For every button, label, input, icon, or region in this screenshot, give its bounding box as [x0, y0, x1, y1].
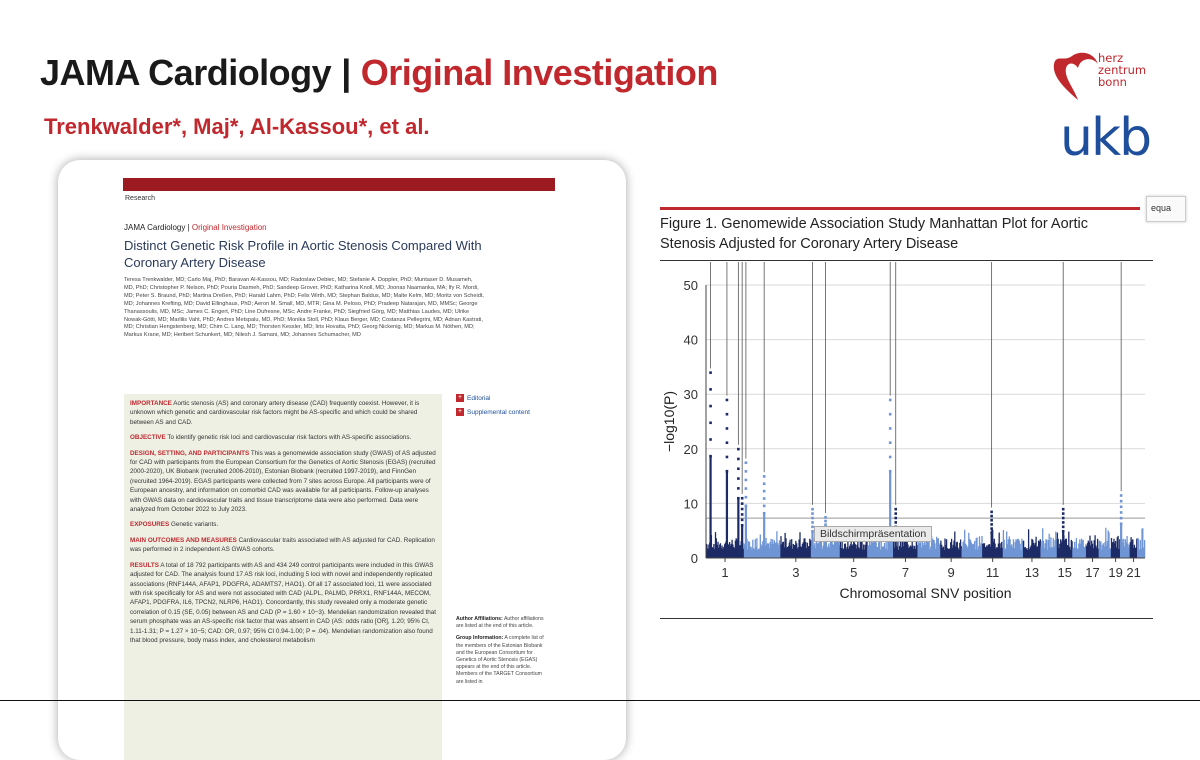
plus-icon: +: [457, 408, 463, 416]
peak-point: [741, 502, 744, 505]
peak-point: [1120, 500, 1123, 503]
sidebar-text: Author affiliations are listed at the end of this article.: [456, 616, 544, 630]
slide-bottom-border: [0, 700, 1200, 701]
x-tick-label: 5: [850, 565, 858, 580]
figure-top-rule: [660, 207, 1140, 210]
x-tick-label: 21: [1126, 565, 1141, 580]
y-tick-label: 50: [683, 278, 698, 293]
sidebar-heading: Group Information:: [456, 635, 504, 642]
peak-point: [1120, 506, 1123, 509]
peak-point: [726, 456, 729, 459]
paper-label: Research: [125, 195, 155, 202]
abstract-heading: IMPORTANCE: [130, 400, 172, 407]
peak-point: [709, 421, 712, 424]
y-axis-label: −log10(P): [661, 390, 677, 453]
peak-point: [1062, 526, 1065, 529]
peak-point: [894, 521, 897, 524]
logo-line-2: zentrum: [1098, 63, 1147, 77]
peak-point: [1062, 530, 1065, 533]
peak-point: [889, 441, 892, 444]
chromosome-band: [1057, 531, 1072, 559]
peak-point: [745, 487, 748, 490]
chromosome-band: [962, 530, 982, 558]
peak-point: [745, 479, 748, 482]
peak-point: [726, 470, 729, 473]
peak-point: [824, 520, 827, 523]
sidebar-affiliations: [456, 616, 546, 630]
peak-point: [745, 470, 748, 473]
caption-rule: [660, 260, 1153, 261]
logo-text: [1098, 52, 1146, 88]
chromosome-band: [1024, 529, 1041, 558]
peak-point: [1120, 511, 1123, 514]
logo-line-1: herz: [1098, 51, 1124, 65]
peak-point: [990, 531, 993, 534]
paper-preview: [58, 160, 626, 760]
chromosome-band: [1003, 530, 1022, 558]
peak-point: [726, 441, 729, 444]
chromosome-band: [1138, 528, 1145, 558]
peak-point: [763, 512, 766, 515]
peak-point: [990, 523, 993, 526]
ukb-wordmark: ukb: [1060, 108, 1151, 168]
peak-point: [894, 508, 897, 511]
paper-authors: Teresa Trenkwalder, MD; Carlo Maj, PhD; Baravan Al-Kassou, MD; Radoslaw Debiec, MD; Stefanie A. Doppler, PhD; Muntaser D. Musameh, MD, PhD; Christopher P. Nelson, PhD; Pouria Dasmeh, PhD; Sandeep Grover, PhD; Katharina Knoll, MD; Joonas Naamanka, MA; Ify R. Mordi, MD; Peter S. Braund, PhD; Martina Dreßen, PhD; Harald Lahm, PhD; Felix Wirth, MD; Stephan Baldus, MD; Malte Kelm, MD; Moritz von Scheidt, MD; Johannes Krefting, MD; David Ellinghaus, PhD; Aeron M. Small, MD, MTR; Gina M. Peloso, PhD; Pradeep Natarajan, MD, MMSc; George Thanassoulis, MD, MSc; James C. Engert, PhD; Line Dufresne, MSc; Andre Franke, PhD; Siegfried Görg, MD; Matthias Laudes, MD; Ulrike Nowak-Götti, MD; Marlilis Vaht, PhD; Andres Metspalu, MD, PhD; Monika Stoll, PhD; Klaus Berger, MD; Costanza Pellegrini, MD; Adnan Kastrati, MD; Christian Hengstenberg, MD; Chim C. Lang, MD; Thorsten Kessler, MD; Iiris Hovatta, PhD; Georg Nickenig, MD; Markus M. Nöthen, MD; Markus Krane, MD; Heribert Schunkert, MD; Nilesh J. Samani, MD; Johannes Schumacher, MD: [124, 277, 484, 339]
sidebar-heading: Author Affiliations:: [456, 616, 503, 622]
title-separator: |: [341, 52, 351, 93]
abstract-exposures: [130, 520, 436, 529]
chromosome-band: [1073, 538, 1086, 558]
peak-point: [709, 438, 712, 441]
chromosome-band: [1087, 535, 1099, 558]
peak-point: [741, 524, 744, 527]
peak-point: [763, 497, 766, 500]
peak-point: [745, 461, 748, 464]
abstract-design: [130, 449, 436, 515]
x-tick-label: 17: [1085, 565, 1100, 580]
peak-point: [1062, 521, 1065, 524]
peak-point: [889, 427, 892, 430]
x-tick-label: 19: [1108, 565, 1123, 580]
peak-point: [1062, 512, 1065, 515]
paper-section: Original Investigation: [191, 223, 267, 232]
peak-point: [709, 405, 712, 408]
journal-name: JAMA Cardiology: [40, 52, 332, 93]
supplemental-link[interactable]: [456, 406, 530, 420]
peak-point: [745, 504, 748, 507]
peak-point: [763, 482, 766, 485]
abstract-heading: RESULTS: [130, 561, 159, 569]
peak-point: [990, 511, 993, 514]
peak-point: [741, 519, 744, 522]
peak-point: [824, 516, 827, 519]
peak-point: [741, 508, 744, 511]
sidebar-text: A complete list of the members of the Estonian Biobank and the European Consortium for Genetics of Aortic Stenosis (EGAS) appears at the end of this article. Members of the TARGET Consortium are listed in: [456, 635, 544, 685]
peak-point: [745, 496, 748, 499]
chromosome-band: [1041, 528, 1057, 558]
x-tick-label: 9: [947, 565, 955, 580]
paper-journal-header: [124, 223, 267, 232]
logo-line-3: bonn: [1098, 75, 1127, 89]
paper-sidebar: [456, 616, 546, 686]
peak-point: [889, 413, 892, 416]
chromosome-band: [745, 531, 781, 558]
peak-point: [741, 497, 744, 500]
peak-point: [811, 521, 814, 524]
paper-header-bar: [123, 178, 555, 191]
peak-point: [737, 487, 740, 490]
peak-point: [889, 399, 892, 402]
peak-point: [1120, 494, 1123, 497]
abstract-text: This was a genomewide association study (GWAS) of AS adjusted for CAD with participants from the European Consortium for the Genetics of Aortic Stenosis (EGAS) (recruited 2000-2020), UK Biobank (recruited 2006-2010), Estonian Biobank (recruited 1997-2019), and FinnGen (recruited 1964-2019). EGAS participants were collected from 7 sites across Europe. All participants were of European ancestry, and information on comorbid CAD was available for all participants. Follow-up analyses with GWAS data on cardiovascular traits and tissue transcriptome data were also performed. Data were analyzed from October 2022 to July 2023.: [130, 449, 436, 514]
abstract-text: Genetic variants.: [170, 521, 219, 529]
paper-separator: |: [187, 223, 190, 232]
y-tick-label: 10: [683, 496, 698, 512]
equation-tab[interactable]: equa: [1146, 196, 1186, 222]
peak-point: [763, 505, 766, 508]
peak-point: [726, 399, 729, 402]
herzzentrum-ukb-logo: [1050, 48, 1160, 168]
chromosome-band: [1099, 528, 1110, 558]
manhattan-plot: [640, 262, 1160, 612]
chromosome-band: [781, 532, 811, 558]
paper-abstract: [124, 394, 442, 760]
x-tick-label: 7: [901, 565, 910, 580]
peak-point: [709, 455, 712, 458]
abstract-heading: MAIN OUTCOMES AND MEASURES: [130, 536, 237, 544]
paper-title: Distinct Genetic Risk Profile in Aortic Stenosis Compared With Coronary Artery Disease: [124, 238, 482, 270]
abstract-text: Cardiovascular traits associated with AS adjusted for CAD. Replication was performed in 2 independent AS GWAS cohorts.: [130, 536, 435, 554]
editorial-label: Editorial: [467, 395, 491, 402]
peak-point: [737, 458, 740, 461]
peak-point: [763, 490, 766, 493]
peak-point: [737, 477, 740, 480]
peak-point: [1120, 517, 1123, 520]
chromosome-band: [941, 532, 962, 559]
supplemental-label: Supplemental content: [467, 409, 530, 416]
peak-point: [990, 519, 993, 522]
x-tick-label: 3: [792, 565, 800, 580]
y-tick-label: 30: [683, 387, 698, 403]
x-tick-label: 1: [721, 565, 729, 580]
x-axis-label: Chromosomal SNV position: [839, 585, 1012, 601]
x-tick-label: 11: [985, 565, 1000, 580]
abstract-heading: DESIGN, SETTING, AND PARTICIPANTS: [130, 449, 250, 457]
y-tick-label: 0: [690, 551, 698, 566]
paper-links: [456, 392, 530, 420]
peak-point: [990, 515, 993, 518]
abstract-importance: [130, 399, 436, 427]
plus-icon: +: [457, 394, 463, 402]
chromosome-band: [1130, 537, 1137, 558]
abstract-heading: OBJECTIVE: [130, 434, 166, 442]
peak-point: [1062, 508, 1065, 511]
peak-point: [889, 456, 892, 459]
editorial-link[interactable]: [456, 392, 530, 406]
peak-point: [709, 388, 712, 391]
peak-point: [737, 467, 740, 470]
abstract-heading: EXPOSURES: [130, 521, 170, 529]
slide-authors: Trenkwalder*, Maj*, Al-Kassou*, et al.: [44, 114, 430, 139]
peak-point: [894, 512, 897, 515]
y-tick-label: 40: [683, 332, 698, 348]
chromosome-band: [1112, 536, 1120, 558]
x-tick-label: 15: [1057, 565, 1072, 580]
peak-point: [709, 371, 712, 374]
peak-point: [737, 448, 740, 451]
slide-title: [40, 52, 718, 94]
abstract-text: Aortic stenosis (AS) and coronary artery disease (CAD) frequently coexist. However, it is unknown which genetic and cardiovascular risk factors might be AS-specific and which could be shared between AS and CAD.: [130, 400, 420, 426]
peak-point: [741, 513, 744, 516]
abstract-text: A total of 18 792 participants with AS and 434 249 control participants were included in this GWAS adjusted for CAD. The analysis found 17 AS risk loci, including 5 loci with novel and independently replicated associations (RNF144A, AFAP1, PDGFRA, ADAMTS7, HAO1). Of all 17 associated loci, 11 were associated with risk specifically for AS and were not associated with CAD (ALPL, PALMD, PRRX1, RNF144A, MECOM, AFAP1, PDGFRA, IL6, TPCN2, NLRP6, HAO1). Concordantly, this study revealed only a moderate genetic correlation of 0.15 (SE, 0.05) between AS and CAD (P = 1.60 × 10−3). Mendelian randomization revealed that serum phosphate was an AS-specific risk factor that was absent in CAD (AS: odds ratio [OR], 1.20; 95% CI, 1.11-1.31; P = 1.27 × 10−5; CAD: OR, 0.97; 95% CI 0.94-1.00; P = .04). Mendelian randomization also found that blood pressure, body mass index, and cholesterol metabolism: [130, 561, 436, 644]
window-tooltip: Bildschirmpräsentation: [814, 526, 932, 542]
figure-bottom-rule: [660, 618, 1153, 619]
sidebar-group: [456, 635, 546, 685]
section-name: Original Investigation: [360, 52, 718, 93]
peak-point: [763, 475, 766, 478]
peak-point: [894, 517, 897, 520]
abstract-objective: [130, 433, 436, 442]
peak-point: [990, 527, 993, 530]
peak-point: [1062, 517, 1065, 520]
y-tick-label: 20: [683, 441, 698, 457]
x-tick-label: 13: [1024, 565, 1040, 580]
abstract-text: To identify genetic risk loci and cardiovascular risk factors with AS-specific associations.: [167, 434, 412, 442]
abstract-results: [130, 561, 436, 646]
figure-caption: Figure 1. Genomewide Association Study Manhattan Plot for Aortic Stenosis Adjusted for Coronary Artery Disease: [660, 216, 1088, 252]
peak-point: [726, 413, 729, 416]
abstract-outcomes: [130, 536, 436, 555]
peak-point: [811, 512, 814, 515]
peak-point: [1120, 522, 1123, 525]
peak-point: [726, 427, 729, 430]
peak-point: [811, 508, 814, 511]
peak-point: [889, 470, 892, 473]
peak-point: [737, 497, 740, 500]
peak-point: [811, 517, 814, 520]
paper-journal: JAMA Cardiology: [124, 223, 186, 232]
